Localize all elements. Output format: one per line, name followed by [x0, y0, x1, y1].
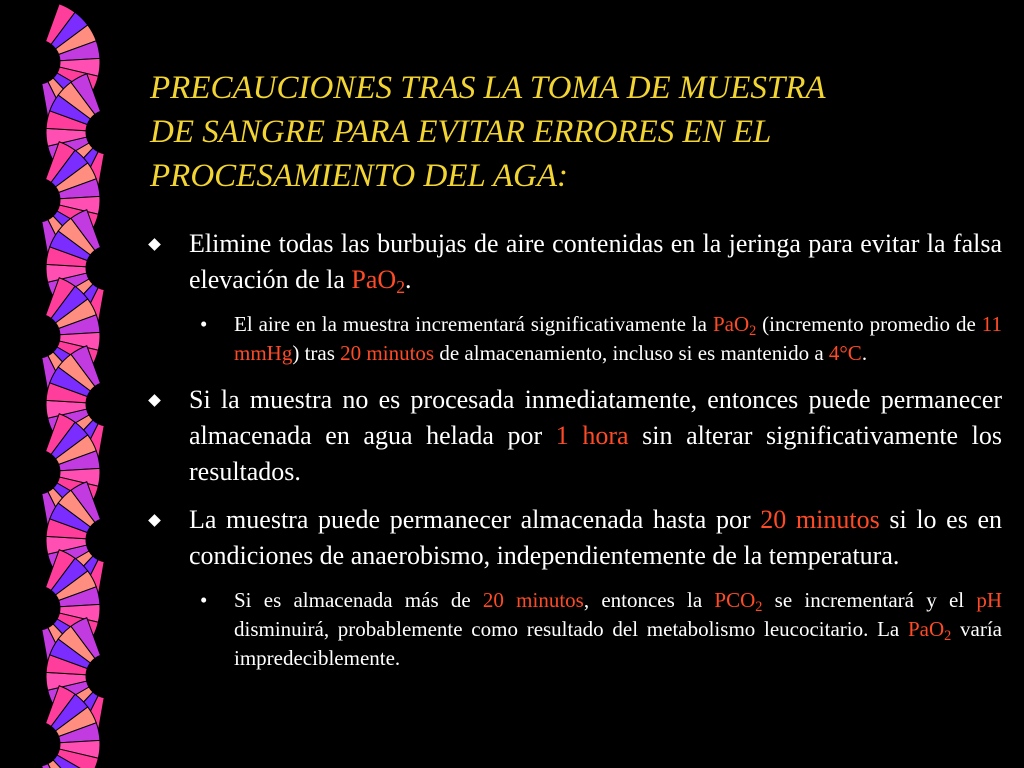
slide-title-line: DE SANGRE PARA EVITAR ERRORES EN EL	[150, 114, 772, 150]
highlight-term: 11 mmHg	[234, 312, 1002, 365]
bullet-text	[189, 505, 1002, 570]
bullet-text	[189, 229, 1002, 297]
text-run: se incrementará y el	[762, 588, 977, 612]
highlight-term: 2	[396, 276, 406, 297]
text-run: La muestra puede permanecer almacenada hasta por	[189, 505, 761, 534]
highlight-term: 1 hora	[555, 421, 629, 450]
sub-bullet-item	[150, 586, 1002, 673]
slide-content	[150, 226, 1002, 673]
decorative-ribbon	[0, 0, 140, 768]
sub-bullet-text	[234, 312, 1002, 365]
highlight-term: 4°C	[828, 341, 862, 365]
text-run: Si es almacenada más de	[234, 588, 483, 612]
text-run: .	[405, 265, 412, 294]
bullet-text	[189, 385, 1002, 486]
bullet-item	[150, 226, 1002, 298]
text-run: .	[861, 341, 868, 365]
slide-title	[150, 66, 1010, 198]
highlight-term: 2	[749, 322, 757, 339]
slide-title-line: PRECAUCIONES TRAS LA TOMA DE MUESTRA	[150, 70, 826, 106]
sub-bullet-text	[234, 588, 1002, 670]
highlight-term: PaO	[712, 312, 750, 336]
highlight-term: 20 minutos	[760, 505, 880, 534]
dot-bullet-icon: •	[200, 312, 208, 336]
diamond-bullet-icon	[148, 394, 161, 407]
dot-bullet-icon: •	[200, 588, 208, 612]
text-run: Si la muestra no es procesada inmediatamente, entonces puede permanecer almacenada en agua helada por	[189, 385, 1002, 450]
highlight-term: 2	[944, 627, 952, 644]
bullet-item	[150, 502, 1002, 574]
diamond-bullet-icon	[148, 514, 161, 527]
text-run: varía impredeciblemente.	[234, 617, 1002, 670]
diamond-bullet-icon	[148, 238, 161, 251]
text-run: (incremento promedio de	[756, 312, 982, 336]
highlight-term: 2	[755, 598, 763, 615]
text-run: sin alterar significativamente los resultados.	[189, 421, 1003, 486]
text-run: , entonces la	[583, 588, 715, 612]
text-run: Elimine todas las burbujas de aire contenidas en la jeringa para evitar la falsa elevación de la	[189, 229, 1002, 294]
highlight-term: PaO	[351, 265, 397, 294]
highlight-term: 20 minutos	[482, 588, 584, 612]
highlight-term: pH	[976, 588, 1003, 612]
slide-title-line: PROCESAMIENTO DEL AGA:	[150, 158, 568, 194]
bullet-item	[150, 382, 1002, 490]
highlight-term: 20 minutos	[340, 341, 435, 365]
highlight-term: PCO	[714, 588, 756, 612]
text-run: de almacenamiento, incluso si es mantenido a	[434, 341, 829, 365]
text-run: El aire en la muestra incrementará significativamente la	[234, 312, 713, 336]
text-run: si lo es en condiciones de anaerobismo, independientemente de la temperatura.	[189, 505, 1003, 570]
highlight-term: PaO	[907, 617, 945, 641]
text-run: disminuirá, probablemente como resultado del metabolismo leucocitario. La	[234, 617, 908, 641]
text-run: ) tras	[292, 341, 341, 365]
sub-bullet-item	[150, 310, 1002, 368]
